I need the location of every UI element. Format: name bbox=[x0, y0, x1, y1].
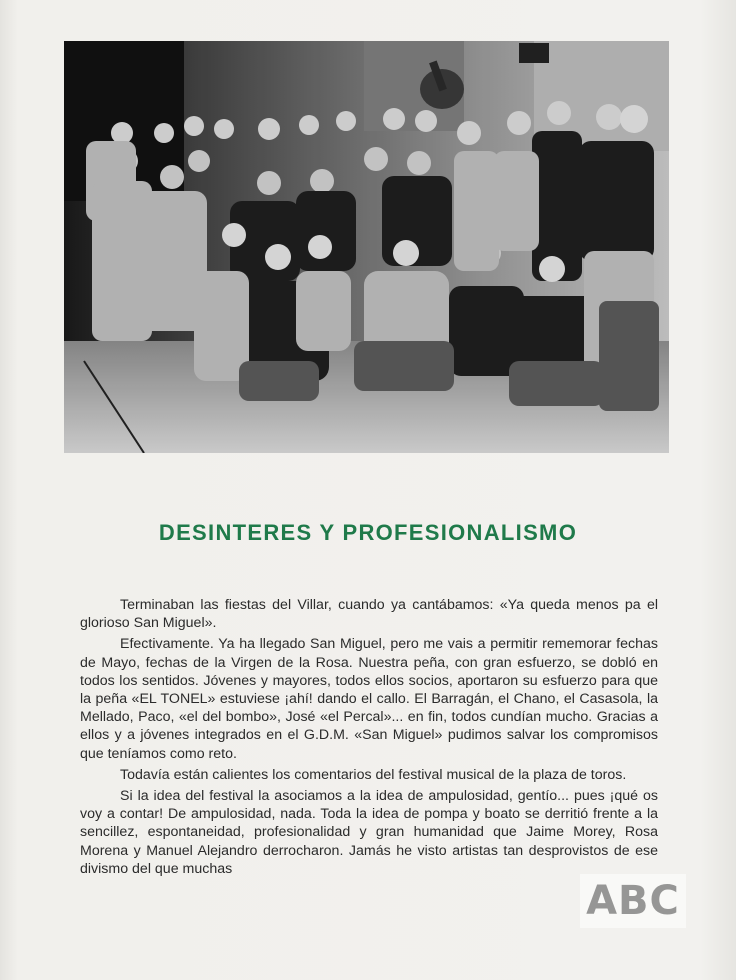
paragraph: Terminaban las fiestas del Villar, cuando ya cantábamos: «Ya queda menos pa el glorioso San Miguel». bbox=[80, 597, 658, 632]
article-heading: DESINTERES Y PROFESIONALISMO bbox=[158, 520, 578, 545]
abc-watermark bbox=[580, 874, 686, 928]
watermark-text: ABC bbox=[586, 878, 680, 924]
article-body bbox=[80, 596, 658, 881]
paragraph: Efectivamente. Ya ha llegado San Miguel, pero me vais a permitir rememorar fechas de Mayo, fechas de la Virgen de la Rosa. Nuestra peña, con gran esfuerzo, se dobló en todos los sentidos. Jóvenes y mayores, todos ellos socios, aportaron su esfuerzo para que la peña «EL TONEL» estuviese ¡ahí! dando el callo. El Barragán, el Chano, el Casasola, la Mellado, Paco, «el del bombo», José «el Percal»... en fin, todos cundían mucho. Gracias a ellos y a jóvenes integrados en el G.D.M. «San Miguel» pudimos salvar los compromisos que teníamos como reto. bbox=[80, 636, 658, 762]
group-photo bbox=[64, 41, 669, 453]
paragraph: Si la idea del festival la asociamos a la idea de ampulosidad, gentío... pues ¡qué os voy a contar! De ampulosidad, nada. Toda la idea de pompa y boato se derritió frente a la sencillez, espontaneidad, profesionalidad y gran humanidad que Jaime Morey, Rosa Morena y Manuel Alejandro derrocharon. Jamás he visto artistas tan desprovistos de ese divismo del que muchas bbox=[80, 788, 658, 877]
paragraph: Todavía están calientes los comentarios del festival musical de la plaza de toros. bbox=[120, 766, 627, 783]
